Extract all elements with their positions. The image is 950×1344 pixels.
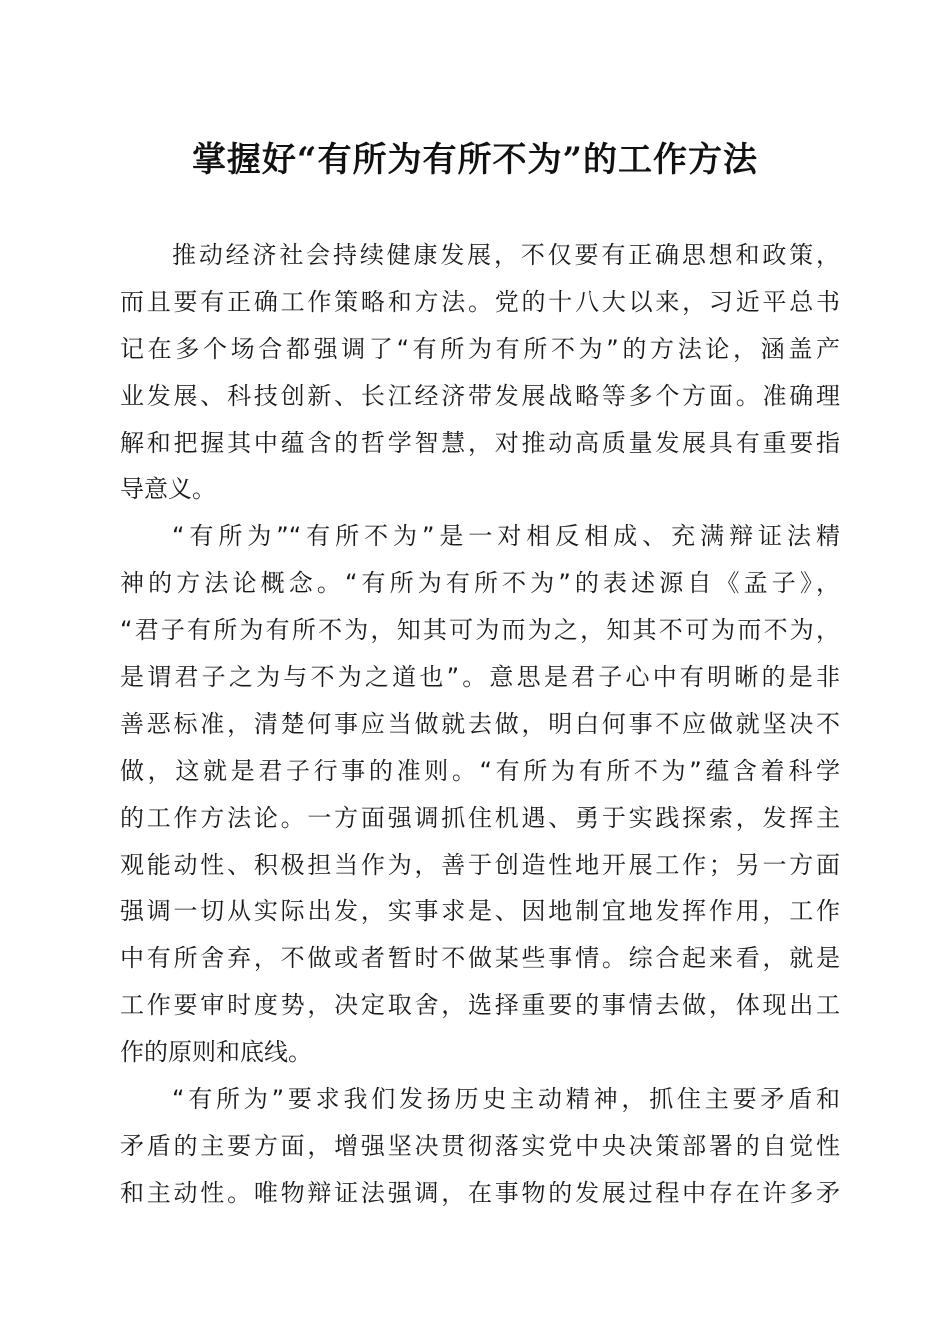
- paragraph-2-line-3: “君子有所为有所不为，知其可为而为之，知其不可为而不为，: [120, 616, 840, 645]
- paragraph-1-line-4: 业发展、科技创新、长江经济带发展战略等多个方面。准确理: [120, 381, 840, 410]
- paragraph-2-line-9: 强调一切从实际出发，实事求是、因地制宜地发挥作用，工作: [120, 897, 840, 926]
- paragraph-2-line-7: 的工作方法论。一方面强调抓住机遇、勇于实践探索，发挥主: [120, 803, 840, 832]
- paragraph-2-line-5: 善恶标准，清楚何事应当做就去做，明白何事不应做就坚决不: [120, 709, 840, 738]
- paragraph-1-line-1: 推动经济社会持续健康发展，不仅要有正确思想和政策，: [172, 241, 840, 269]
- paragraph-3-line-1: “有所为”要求我们发扬历史主动精神，抓住主要矛盾和: [172, 1085, 840, 1114]
- paragraph-3-line-3: 和主动性。唯物辩证法强调，在事物的发展过程中存在许多矛: [120, 1178, 840, 1207]
- document-body: [120, 232, 840, 1217]
- paragraph-2-line-1: “有所为”“有所不为”是一对相反相成、充满辩证法精: [172, 522, 840, 551]
- document-title: 掌握好“有所为有所不为”的工作方法: [191, 140, 759, 180]
- paragraph-2-line-8: 观能动性、积极担当作为，善于创造性地开展工作；另一方面: [120, 850, 840, 879]
- paragraph-2-line-4: 是谓君子之为与不为之道也”。意思是君子心中有明晰的是非: [120, 663, 840, 692]
- paragraph-1-line-6: 导意义。: [120, 475, 216, 504]
- paragraph-1-line-5: 解和把握其中蕴含的哲学智慧，对推动高质量发展具有重要指: [120, 428, 840, 457]
- paragraph-3-line-2: 矛盾的主要方面，增强坚决贯彻落实党中央决策部署的自觉性: [120, 1131, 840, 1160]
- paragraph-1-line-3: 记在多个场合都强调了“有所为有所不为”的方法论，涵盖产: [120, 334, 840, 363]
- paragraph-2-line-11: 工作要审时度势，决定取舍，选择重要的事情去做，体现出工: [120, 991, 840, 1020]
- paragraph-2-line-10: 中有所舍弃，不做或者暂时不做某些事情。综合起来看，就是: [120, 944, 840, 973]
- paragraph-2-line-6: 做，这就是君子行事的准则。“有所为有所不为”蕴含着科学: [120, 756, 840, 785]
- paragraph-1-line-2: 而且要有正确工作策略和方法。党的十八大以来，习近平总书: [120, 287, 840, 316]
- paragraph-2-line-12: 作的原则和底线。: [120, 1038, 312, 1067]
- paragraph-2-line-2: 神的方法论概念。“有所为有所不为”的表述源自《孟子》，: [120, 569, 840, 598]
